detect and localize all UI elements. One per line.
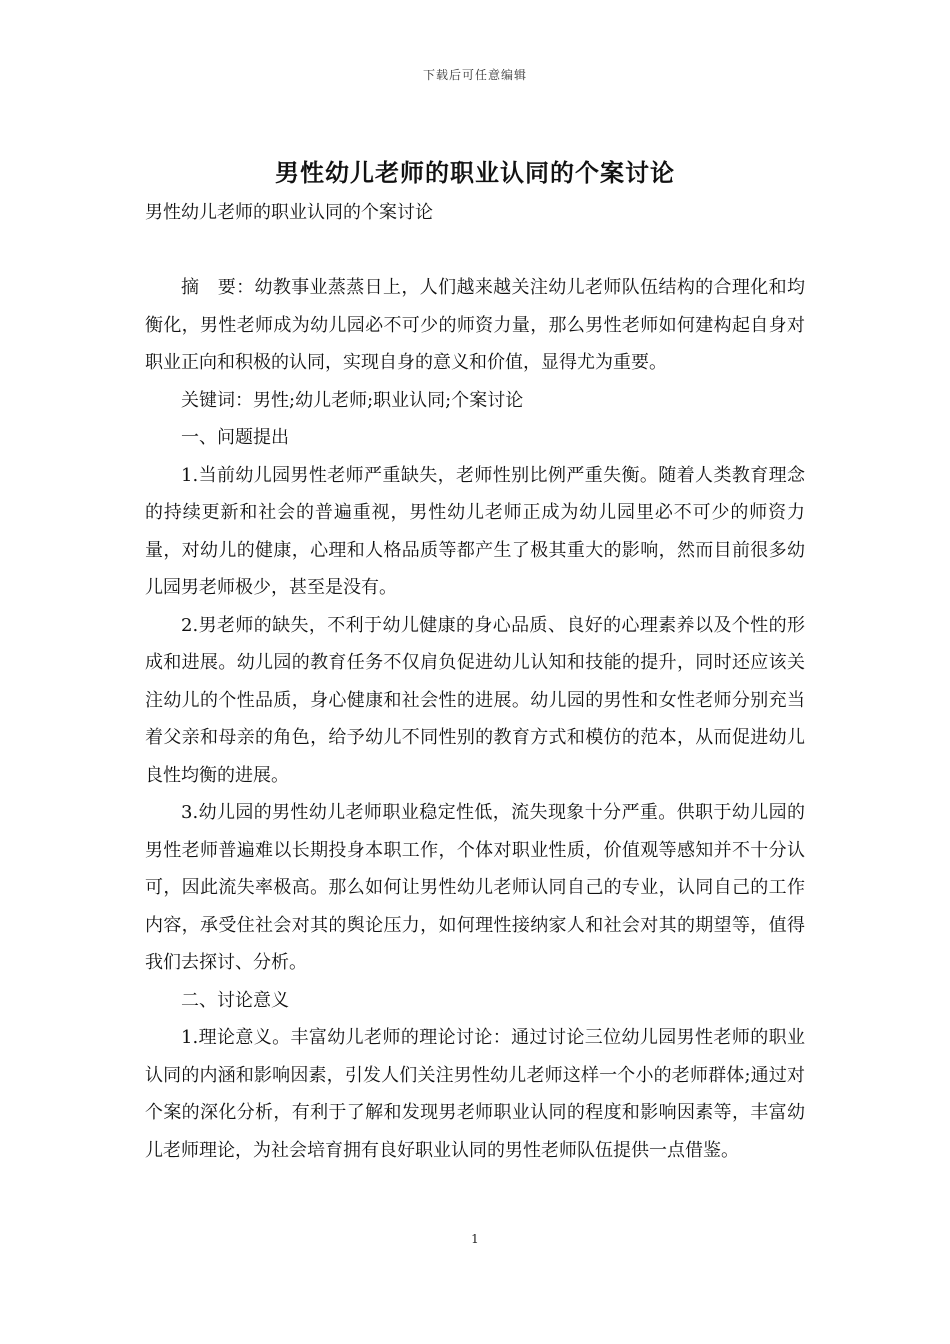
abstract-paragraph: 摘 要：幼教事业蒸蒸日上，人们越来越关注幼儿老师队伍结构的合理化和均衡化，男性老师成为幼儿园必不可少的师资力量，那么男性老师如何建构起自身对职业正向和积极的认同，实现自身的意义和价值，显得尤为重要。 bbox=[145, 277, 805, 373]
body-paragraph: 2.男老师的缺失，不利于幼儿健康的身心品质、良好的心理素养以及个性的形成和进展。幼儿园的教育任务不仅肩负促进幼儿认知和技能的提升，同时还应该关注幼儿的个性品质，身心健康和社会性的进展。幼儿园的男性和女性老师分别充当着父亲和母亲的角色，给予幼儿不同性别的教育方式和模仿的范本，从而促进幼儿良性均衡的进展。 bbox=[145, 614, 805, 786]
body-paragraph: 1.理论意义。丰富幼儿老师的理论讨论：通过讨论三位幼儿园男性老师的职业认同的内涵和影响因素，引发人们关注男性幼儿老师这样一个小的老师群体;通过对个案的深化分析，有利于了解和发现男老师职业认同的程度和影响因素等，丰富幼儿老师理论，为社会培育拥有良好职业认同的男性老师队伍提供一点借鉴。 bbox=[145, 1027, 805, 1161]
document-title: 男性幼儿老师的职业认同的个案讨论 bbox=[275, 158, 675, 187]
document-subtitle: 男性幼儿老师的职业认同的个案讨论 bbox=[145, 202, 433, 223]
document-body bbox=[145, 269, 805, 1169]
body-paragraph: 3.幼儿园的男性幼儿老师职业稳定性低，流失现象十分严重。供职于幼儿园的男性老师普遍难以长期投身本职工作，个体对职业性质，价值观等感知并不十分认可，因此流失率极高。那么如何让男性幼儿老师认同自己的专业，认同自己的工作内容，承受住社会对其的舆论压力，如何理性接纳家人和社会对其的期望等，值得我们去探讨、分析。 bbox=[145, 802, 805, 973]
keywords-paragraph: 关键词：男性;幼儿老师;职业认同;个案讨论 bbox=[181, 389, 524, 411]
body-paragraph: 1.当前幼儿园男性老师严重缺失，老师性别比例严重失衡。随着人类教育理念的持续更新和社会的普遍重视，男性幼儿老师正成为幼儿园里必不可少的师资力量，对幼儿的健康，心理和人格品质等都产生了极其重大的影响，然而目前很多幼儿园男老师极少，甚至是没有。 bbox=[145, 464, 805, 598]
page-header: 下载后可任意编辑 bbox=[422, 68, 527, 82]
section-heading-2: 二、讨论意义 bbox=[181, 989, 289, 1011]
page-number: 1 bbox=[471, 1232, 479, 1246]
section-heading-1: 一、问题提出 bbox=[181, 427, 289, 448]
